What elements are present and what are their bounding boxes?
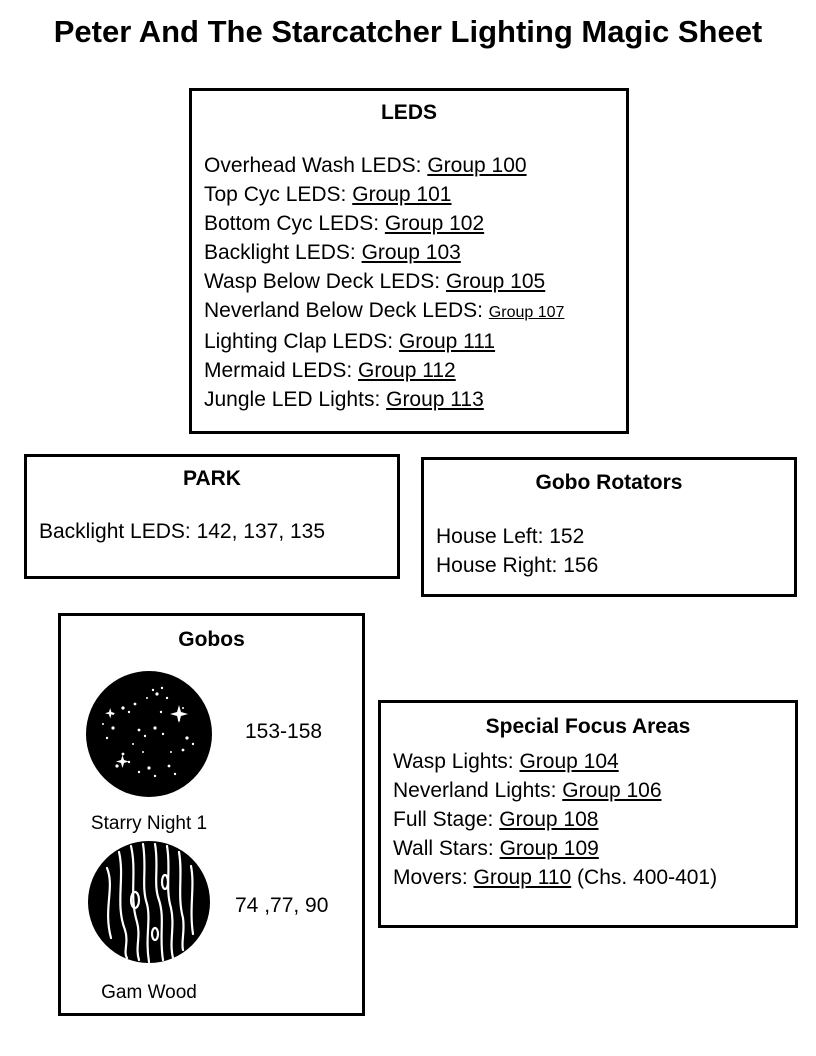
list-item [393, 776, 717, 805]
special-focus-box [378, 700, 798, 928]
gobo-name: Gam Wood [101, 982, 197, 1003]
item-label: Lighting Clap LEDS: [204, 330, 399, 353]
item-label: Wasp Below Deck LEDS: [204, 270, 446, 293]
item-label: Backlight LEDS: [204, 241, 362, 264]
item-label: Jungle LED Lights: [204, 388, 387, 411]
park-heading: PARK [183, 467, 241, 490]
list-item [204, 180, 564, 209]
group-link: Group 100 [427, 154, 527, 177]
gobo-channels: 74 ,77, 90 [235, 894, 329, 917]
list-item: House Right: 156 [436, 554, 599, 577]
list-item [204, 385, 564, 414]
group-link: Group 112 [358, 359, 456, 382]
gobo-rotators-box [421, 457, 797, 597]
list-item [204, 209, 564, 238]
leds-box [189, 88, 629, 434]
page-title: Peter And The Starcatcher Lighting Magic Sheet [53, 14, 763, 49]
item-label: Neverland Below Deck LEDS: [204, 299, 489, 322]
item-suffix: (Chs. 400-401) [571, 866, 718, 889]
item-label: Neverland Lights: [393, 779, 563, 802]
group-link: Group 106 [562, 779, 662, 802]
starry-night-gobo-icon [83, 668, 215, 800]
item-label: Overhead Wash LEDS: [204, 154, 428, 177]
group-link: Group 103 [361, 241, 461, 264]
group-link: Group 111 [398, 330, 496, 353]
gobo-rotators-list [436, 522, 598, 580]
group-link: Group 109 [499, 837, 599, 860]
gobo-name: Starry Night 1 [90, 813, 208, 834]
item-label: Wasp Lights: [393, 750, 520, 773]
gobos-box [58, 613, 365, 1016]
group-link: Group 104 [519, 750, 619, 773]
item-label: Mermaid LEDS: [204, 359, 359, 382]
list-item [393, 863, 717, 892]
list-item [204, 356, 564, 385]
list-item [204, 267, 564, 296]
special-focus-heading: Special Focus Areas [485, 715, 691, 738]
group-link: Group 110 [473, 866, 572, 889]
group-link: Group 101 [352, 183, 452, 206]
leds-heading: LEDS [380, 101, 437, 124]
gam-wood-gobo-icon [85, 838, 213, 966]
park-box [24, 454, 400, 579]
list-item: Backlight LEDS: 142, 137, 135 [39, 520, 326, 543]
item-label: Full Stage: [393, 808, 500, 831]
item-label: Wall Stars: [393, 837, 500, 860]
list-item [204, 238, 564, 267]
item-label: Bottom Cyc LEDS: [204, 212, 385, 235]
list-item [393, 805, 717, 834]
special-focus-list [393, 747, 717, 892]
leds-list [204, 151, 564, 414]
list-item: House Left: 152 [436, 525, 585, 548]
park-list [39, 517, 325, 546]
list-item [393, 747, 717, 776]
gobo-rotators-heading: Gobo Rotators [535, 471, 683, 494]
item-label: Top Cyc LEDS: [204, 183, 353, 206]
group-link: Group 108 [499, 808, 599, 831]
list-item [204, 296, 564, 327]
list-item [393, 834, 717, 863]
group-link: Group 102 [384, 212, 485, 235]
list-item [204, 327, 564, 356]
item-label: Movers: [393, 866, 474, 889]
list-item [204, 151, 564, 180]
group-link: Group 105 [445, 270, 546, 293]
gobo-channels: 153-158 [245, 720, 323, 743]
group-link: Group 113 [386, 388, 484, 411]
group-link: Group 107 [488, 304, 565, 321]
gobos-heading: Gobos [178, 628, 245, 651]
